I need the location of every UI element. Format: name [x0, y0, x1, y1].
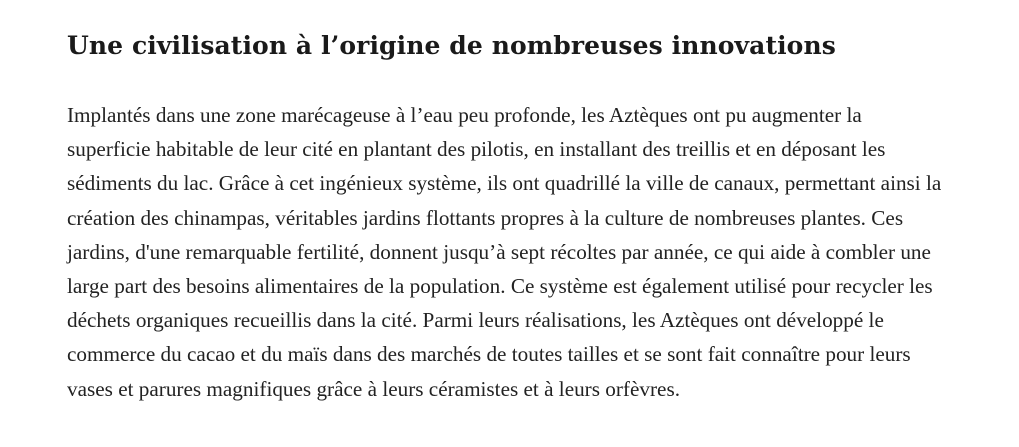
article-section — [67, 18, 947, 406]
section-heading: Une civilisation à l’origine de nombreuses innovations — [67, 31, 836, 60]
section-paragraph: Implantés dans une zone marécageuse à l’eau peu profonde, les Aztèques ont pu augmenter la superficie habitable de leur cité en plantant des pilotis, en installant des treillis et en déposant les sédiments du lac. Grâce à cet ingénieux système, ils ont quadrillé la ville de canaux, permettant ainsi la création des chinampas, véritables jardins flottants propres à la culture de nombreuses plantes. Ces jardins, d'une remarquable fertilité, donnent jusqu’à sept récoltes par année, ce qui aide à combler une large part des besoins alimentaires de la population. Ce système est également utilisé pour recycler les déchets organiques recueillis dans la cité. Parmi leurs réalisations, les Aztèques ont développé le commerce du cacao et du maïs dans des marchés de toutes tailles et se sont fait connaître pour leurs vases et parures magnifiques grâce à leurs céramistes et à leurs orfèvres. — [67, 103, 942, 401]
